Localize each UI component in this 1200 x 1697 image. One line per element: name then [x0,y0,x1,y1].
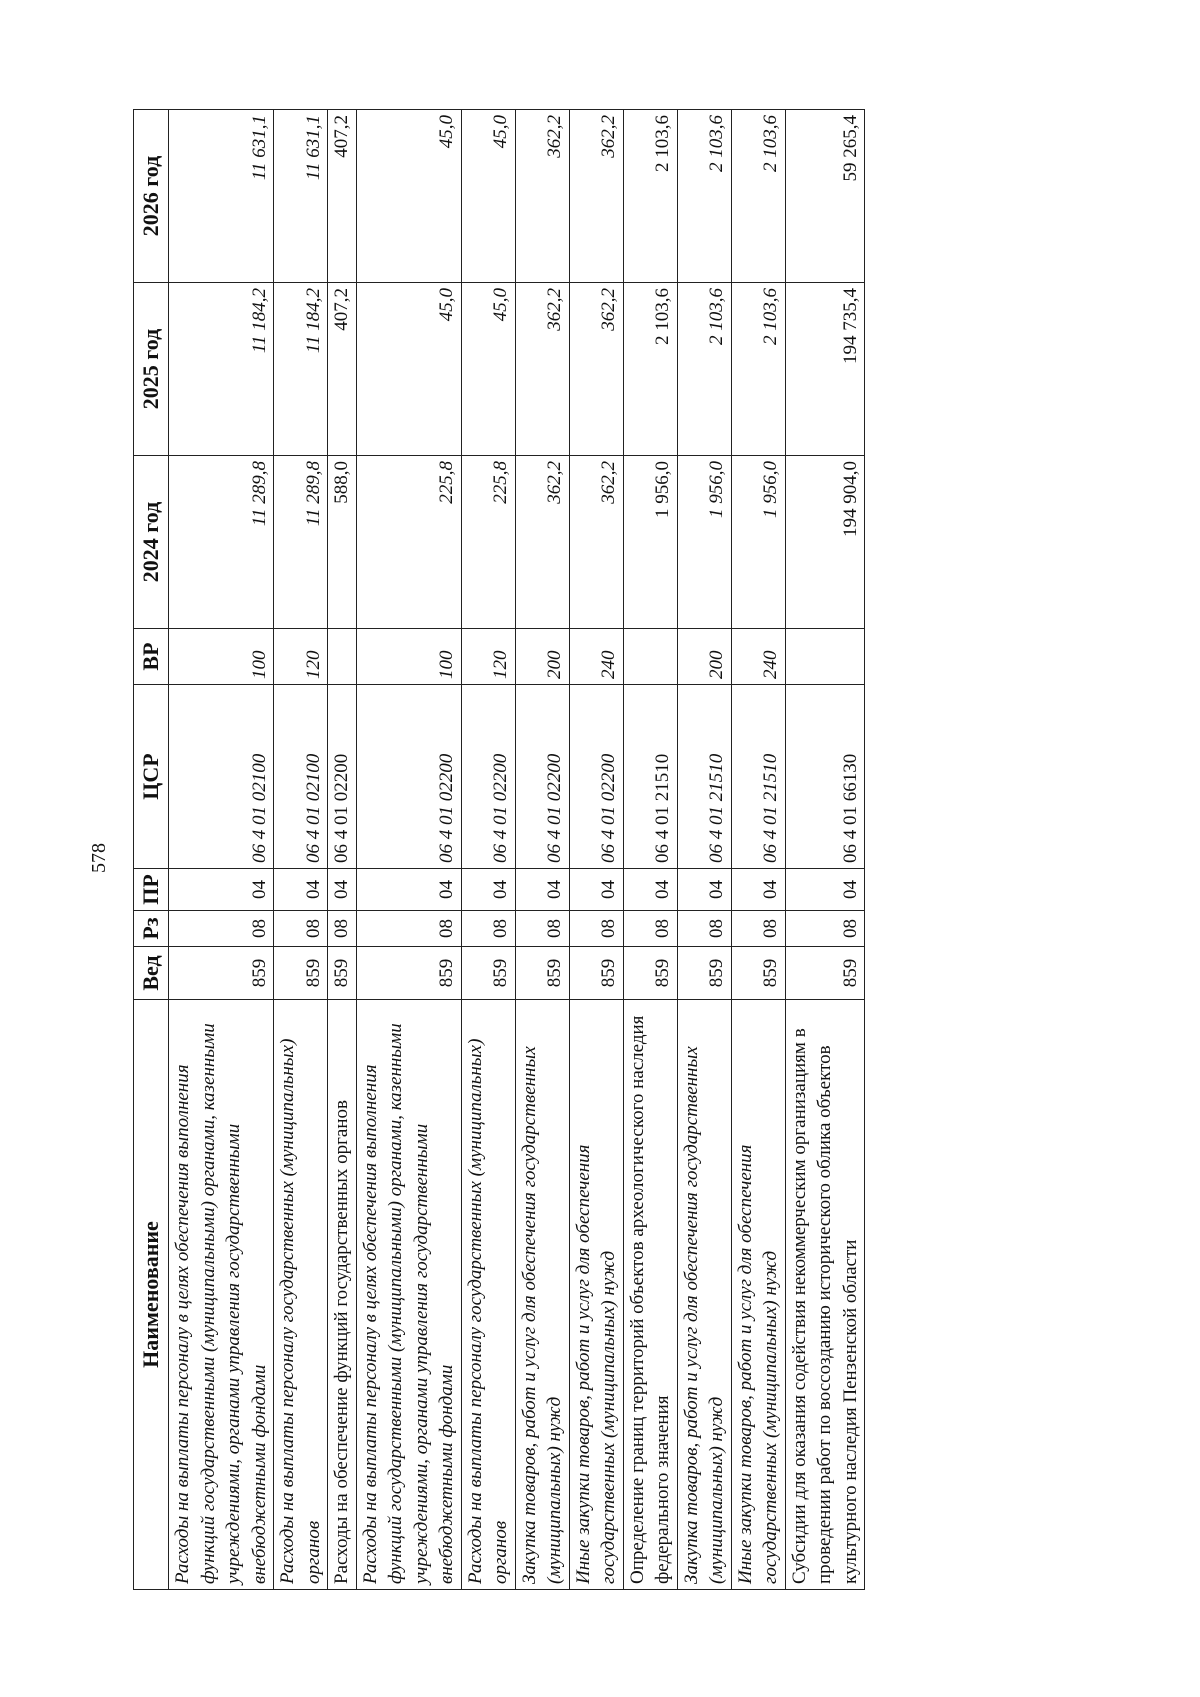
cell-2024: 194 904,0 [785,456,865,629]
table-row [569,110,623,1590]
cell-2026: 11 631,1 [169,110,274,283]
header-pr: ПР [134,869,169,911]
cell-2024: 11 289,8 [274,456,328,629]
page-number: 578 [88,843,110,873]
table-row [785,110,865,1590]
cell-2025: 407,2 [328,283,357,456]
header-2025: 2025 год [134,283,169,456]
cell-ved: 859 [785,947,865,1000]
cell-ved: 859 [328,947,357,1000]
cell-2025: 45,0 [356,283,461,456]
cell-2025: 11 184,2 [274,283,328,456]
cell-2024: 11 289,8 [169,456,274,629]
cell-name: Расходы на выплаты персоналу в целях обеспечения выполнения функций государственными (муниципальными) органами, казенными учреждениями, органами управления государственными внебюджетными фондами [356,1000,461,1590]
cell-rz: 08 [785,911,865,947]
cell-ved: 859 [274,947,328,1000]
cell-csr: 06 4 01 21510 [677,685,731,869]
cell-name: Закупка товаров, работ и услуг для обеспечения государственных (муниципальных) нужд [515,1000,569,1590]
cell-2025: 11 184,2 [169,283,274,456]
cell-2024: 1 956,0 [623,456,677,629]
cell-rz: 08 [328,911,357,947]
cell-name: Расходы на выплаты персоналу в целях обеспечения выполнения функций государственными (муниципальными) органами, казенными учреждениями, органами управления государственными внебюджетными фондами [169,1000,274,1590]
rotated-table-container [133,110,865,1590]
header-ved: Вед [134,947,169,1000]
cell-csr: 06 4 01 21510 [731,685,785,869]
cell-vr: 240 [569,629,623,685]
header-rz: Рз [134,911,169,947]
cell-2024: 362,2 [569,456,623,629]
table-row [461,110,515,1590]
cell-2024: 588,0 [328,456,357,629]
cell-name: Расходы на обеспечение функций государственных органов [328,1000,357,1590]
cell-name: Закупка товаров, работ и услуг для обеспечения государственных (муниципальных) нужд [677,1000,731,1590]
cell-pr: 04 [731,869,785,911]
cell-csr: 06 4 01 21510 [623,685,677,869]
cell-2026: 2 103,6 [623,110,677,283]
cell-vr: 240 [731,629,785,685]
cell-2025: 194 735,4 [785,283,865,456]
cell-2026: 11 631,1 [274,110,328,283]
cell-2024: 362,2 [515,456,569,629]
cell-rz: 08 [169,911,274,947]
cell-vr: 120 [461,629,515,685]
header-vr: ВР [134,629,169,685]
cell-pr: 04 [274,869,328,911]
cell-rz: 08 [677,911,731,947]
cell-name: Определение границ территорий объектов археологического наследия федерального значения [623,1000,677,1590]
cell-ved: 859 [461,947,515,1000]
cell-pr: 04 [356,869,461,911]
cell-ved: 859 [731,947,785,1000]
cell-rz: 08 [461,911,515,947]
cell-ved: 859 [356,947,461,1000]
header-2026: 2026 год [134,110,169,283]
cell-csr: 06 4 01 02200 [461,685,515,869]
cell-2024: 1 956,0 [677,456,731,629]
cell-2026: 362,2 [569,110,623,283]
cell-name: Иные закупки товаров, работ и услуг для обеспечения государственных (муниципальных) нужд [569,1000,623,1590]
cell-csr: 06 4 01 02200 [356,685,461,869]
cell-rz: 08 [356,911,461,947]
cell-pr: 04 [569,869,623,911]
header-2024: 2024 год [134,456,169,629]
cell-2026: 59 265,4 [785,110,865,283]
cell-2026: 2 103,6 [677,110,731,283]
cell-2025: 45,0 [461,283,515,456]
cell-name: Расходы на выплаты персоналу государственных (муниципальных) органов [461,1000,515,1590]
budget-table [133,109,865,1590]
table-row [731,110,785,1590]
cell-pr: 04 [328,869,357,911]
cell-pr: 04 [623,869,677,911]
cell-pr: 04 [785,869,865,911]
cell-ved: 859 [515,947,569,1000]
cell-rz: 08 [623,911,677,947]
cell-vr [328,629,357,685]
cell-csr: 06 4 01 02100 [169,685,274,869]
cell-csr: 06 4 01 66130 [785,685,865,869]
cell-2025: 2 103,6 [677,283,731,456]
cell-name: Расходы на выплаты персоналу государственных (муниципальных) органов [274,1000,328,1590]
cell-csr: 06 4 01 02200 [328,685,357,869]
cell-2024: 225,8 [356,456,461,629]
cell-ved: 859 [569,947,623,1000]
cell-vr [623,629,677,685]
cell-name: Субсидии для оказания содействия некоммерческим организациям в проведении работ по воссозданию исторического облика объектов культурного наследия Пензенской области [785,1000,865,1590]
cell-2025: 362,2 [569,283,623,456]
cell-pr: 04 [677,869,731,911]
cell-rz: 08 [569,911,623,947]
table-row [356,110,461,1590]
cell-csr: 06 4 01 02200 [515,685,569,869]
table-row [274,110,328,1590]
cell-2024: 225,8 [461,456,515,629]
cell-2026: 2 103,6 [731,110,785,283]
cell-ved: 859 [677,947,731,1000]
cell-vr: 100 [169,629,274,685]
cell-rz: 08 [515,911,569,947]
cell-rz: 08 [274,911,328,947]
cell-pr: 04 [169,869,274,911]
table-row [677,110,731,1590]
cell-2026: 407,2 [328,110,357,283]
table-row [623,110,677,1590]
table-row [328,110,357,1590]
table-header [134,110,169,1590]
cell-rz: 08 [731,911,785,947]
cell-2025: 2 103,6 [731,283,785,456]
cell-2024: 1 956,0 [731,456,785,629]
cell-2025: 2 103,6 [623,283,677,456]
cell-vr [785,629,865,685]
cell-2026: 362,2 [515,110,569,283]
cell-ved: 859 [169,947,274,1000]
header-name: Наименование [134,1000,169,1590]
cell-pr: 04 [461,869,515,911]
cell-pr: 04 [515,869,569,911]
cell-2026: 45,0 [356,110,461,283]
cell-csr: 06 4 01 02100 [274,685,328,869]
cell-ved: 859 [623,947,677,1000]
cell-vr: 100 [356,629,461,685]
cell-vr: 120 [274,629,328,685]
cell-name: Иные закупки товаров, работ и услуг для обеспечения государственных (муниципальных) нужд [731,1000,785,1590]
cell-csr: 06 4 01 02200 [569,685,623,869]
table-body [169,110,865,1590]
cell-vr: 200 [677,629,731,685]
table-row [515,110,569,1590]
cell-2026: 45,0 [461,110,515,283]
table-row [169,110,274,1590]
cell-2025: 362,2 [515,283,569,456]
header-csr: ЦСР [134,685,169,869]
cell-vr: 200 [515,629,569,685]
